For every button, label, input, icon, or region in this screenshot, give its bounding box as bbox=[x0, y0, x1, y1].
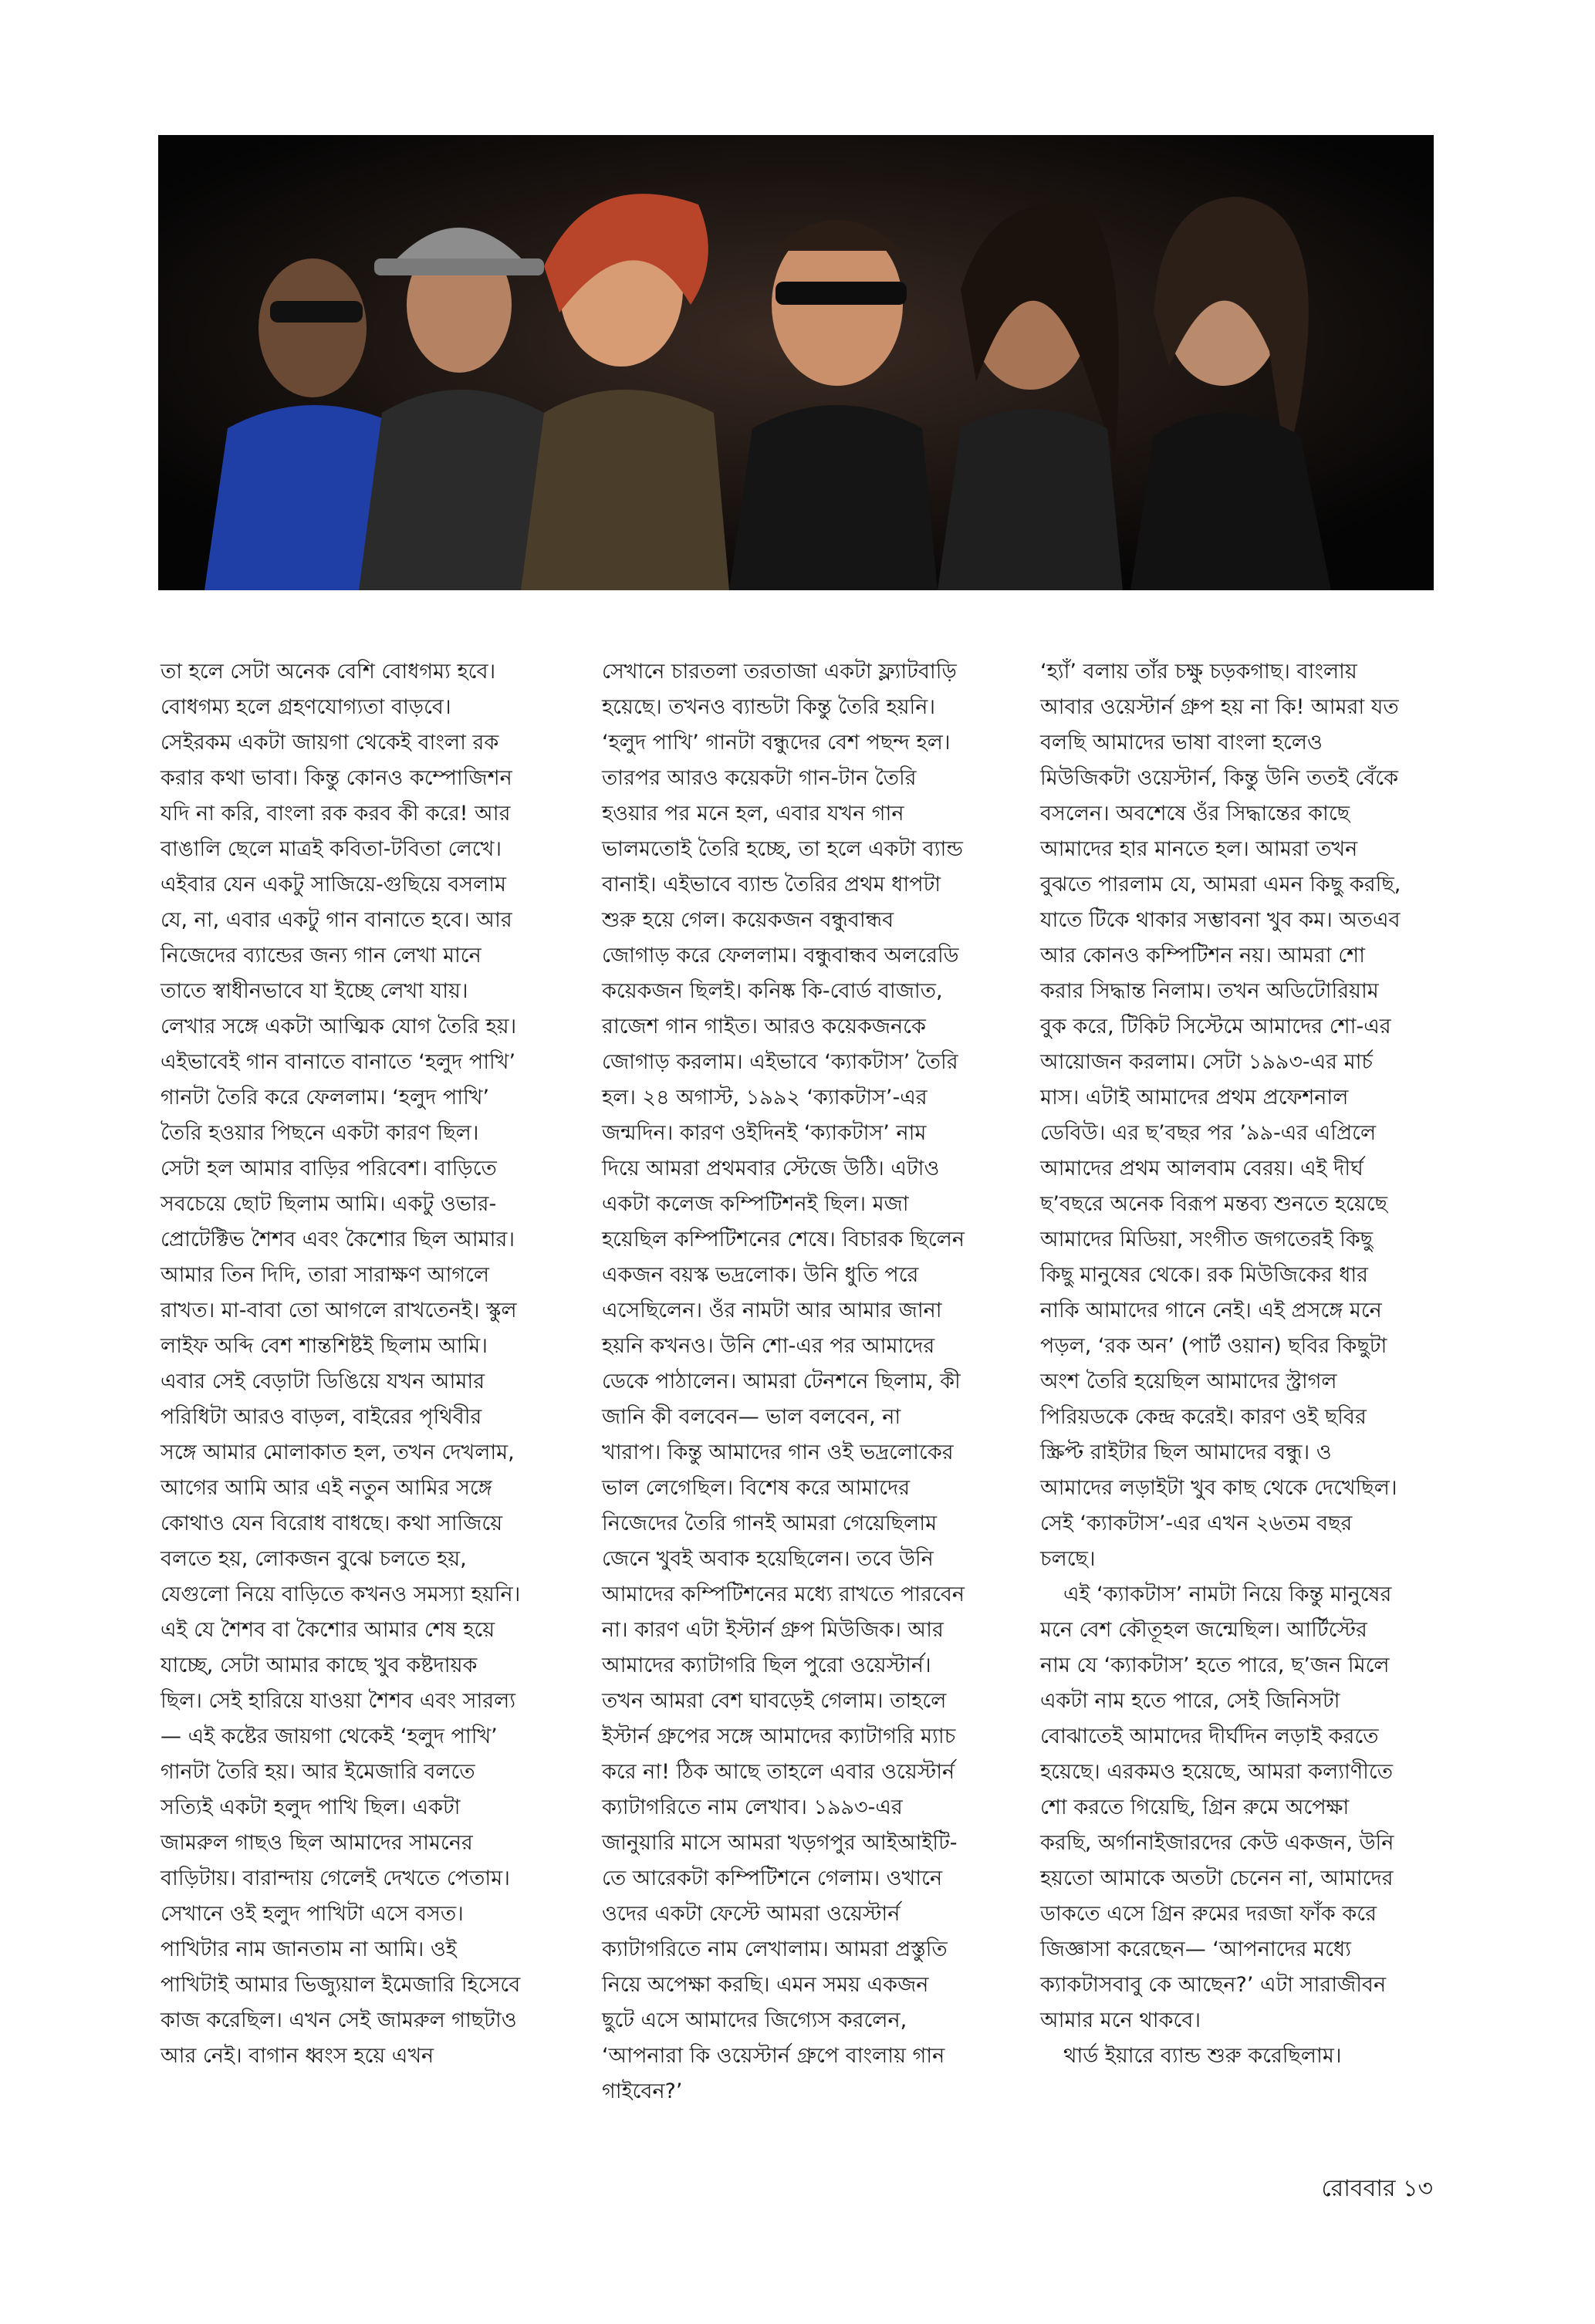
paragraph: সেখানে চারতলা তরতাজা একটা ফ্ল্যাটবাড়ি হয়েছে। তখনও ব্যান্ডটা কিন্তু তৈরি হয়নি। ‘হলুদ পাখি’ গানটা বন্ধুদের বেশ পছন্দ হল। তারপর আরও কয়েকটা গান-টান তৈরি হওয়ার পর মনে হল, এবার যখন গান ভালমতোই তৈরি হচ্ছে, তা হলে একটা ব্যান্ড বানাই। এইভাবে ব্যান্ড তৈরির প্রথম ধাপটা শুরু হয়ে গেল। কয়েকজন বন্ধুবান্ধব জোগাড় করে ফেললাম। বন্ধুবান্ধব অলরেডি কয়েকজন ছিলই। কনিষ্ক কি-বোর্ড বাজাত, রাজেশ গান গাইত। আরও কয়েকজনকে জোগাড় করলাম। এইভাবে ‘ক্যাকটাস’ তৈরি হল। ২৪ অগাস্ট, ১৯৯২ ‘ক্যাকটাস’-এর জন্মদিন। কারণ ওইদিনই ‘ক্যাকটাস’ নাম দিয়ে আমরা প্রথমবার স্টেজে উঠি। এটাও একটা কলেজ কম্পিটিশনই ছিল। মজা হয়েছিল কম্পিটিশনের শেষে। বিচারক ছিলেন একজন বয়স্ক ভদ্রলোক। উনি ধুতি পরে এসেছিলেন। ওঁর নামটা আর আমার জানা হয়নি কখনও। উনি শো-এর পর আমাদের ডেকে পাঠালেন। আমরা টেনশনে ছিলাম, কী জানি কী বলবেন— ভাল বলবেন, না খারাপ। কিন্তু আমাদের গান ওই ভদ্রলোকের ভাল লেগেছিল। বিশেষ করে আমাদের নিজেদের তৈরি গানই আমরা গেয়েছিলাম জেনে খুবই অবাক হয়েছিলেন। তবে উনি আমাদের কম্পিটিশনের মধ্যে রাখতে পারবেন না। কারণ এটা ইস্টার্ন গ্রুপ মিউজিক। আর আমাদের ক্যাটাগরি ছিল পুরো ওয়েস্টার্ন। তখন আমরা বেশ ঘাবড়েই গেলাম। তাহলে ইস্টার্ন গ্রুপের সঙ্গে আমাদের ক্যাটাগরি ম্যাচ করে না! ঠিক আছে তাহলে এবার ওয়েস্টার্ন ক্যাটাগরিতে নাম লেখাব। ১৯৯৩-এর জানুয়ারি মাসে আমরা খড়গপুর আইআইটি-তে আরেকটা কম্পিটিশনে গেলাম। ওখানে ওদের একটা ফেস্টে আমরা ওয়েস্টার্ন ক্যাটাগরিতে নাম লেখালাম। আমরা প্রস্তুতি নিয়ে অপেক্ষা করছি। এমন সময় একজন ছুটে এসে আমাদের জিগ্যেস করলেন, ‘আপনারা কি ওয়েস্টার্ন গ্রুপে বাংলায় গান গাইবেন?’ bbox=[602, 660, 965, 2103]
article-column-2 bbox=[602, 654, 965, 2110]
page-footer: রোববার ১৩ bbox=[1321, 2175, 1433, 2202]
article-column-3 bbox=[1040, 654, 1403, 2074]
band-photo bbox=[158, 135, 1434, 590]
paragraph: এই ‘ক্যাকটাস’ নামটা নিয়ে কিন্তু মানুষের মনে বেশ কৌতূহল জন্মেছিল। আর্টিস্টের নাম যে ‘ক্যাকটাস’ হতে পারে, ছ’জন মিলে একটা নাম হতে পারে, সেই জিনিসটা বোঝাতেই আমাদের দীর্ঘদিন লড়াই করতে হয়েছে। এরকমও হয়েছে, আমরা কল্যাণীতে শো করতে গিয়েছি, গ্রিন রুমে অপেক্ষা করছি, অর্গানাইজারদের কেউ একজন, উনি হয়তো আমাকে অতটা চেনেন না, আমাদের ডাকতে এসে গ্রিন রুমের দরজা ফাঁক করে জিজ্ঞাসা করেছেন— ‘আপনাদের মধ্যে ক্যাকটাসবাবু কে আছেন?’ এটা সারাজীবন আমার মনে থাকবে। bbox=[1040, 1583, 1394, 2032]
article-column-1 bbox=[161, 654, 523, 2074]
paragraph: তা হলে সেটা অনেক বেশি বোধগম্য হবে। বোধগম্য হলে গ্রহণযোগ্যতা বাড়বে। সেইরকম একটা জায়গা থেকেই বাংলা রক করার কথা ভাবা। কিন্তু কোনও কম্পোজিশন যদি না করি, বাংলা রক করব কী করে! আর বাঙালি ছেলে মাত্রই কবিতা-টবিতা লেখে। এইবার যেন একটু সাজিয়ে-গুছিয়ে বসলাম যে, না, এবার একটু গান বানাতে হবে। আর নিজেদের ব্যান্ডের জন্য গান লেখা মানে তাতে স্বাধীনভাবে যা ইচ্ছে লেখা যায়। লেখার সঙ্গে একটা আত্মিক যোগ তৈরি হয়। এইভাবেই গান বানাতে বানাতে ‘হলুদ পাখি’ গানটা তৈরি করে ফেললাম। ‘হলুদ পাখি’ তৈরি হওয়ার পিছনে একটা কারণ ছিল। সেটা হল আমার বাড়ির পরিবেশ। বাড়িতে সবচেয়ে ছোট ছিলাম আমি। একটু ওভার-প্রোটেক্টিভ শৈশব এবং কৈশোর ছিল আমার। আমার তিন দিদি, তারা সারাক্ষণ আগলে রাখত। মা-বাবা তো আগলে রাখতেনই। স্কুল লাইফ অব্দি বেশ শান্তশিষ্টই ছিলাম আমি। এবার সেই বেড়াটা ডিঙিয়ে যখন আমার পরিধিটা আরও বাড়ল, বাইরের পৃথিবীর সঙ্গে আমার মোলাকাত হল, তখন দেখলাম, আগের আমি আর এই নতুন আমির সঙ্গে কোথাও যেন বিরোধ বাধছে। কথা সাজিয়ে বলতে হয়, লোকজন বুঝে চলতে হয়, যেগুলো নিয়ে বাড়িতে কখনও সমস্যা হয়নি। এই যে শৈশব বা কৈশোর আমার শেষ হয়ে যাচ্ছে, সেটা আমার কাছে খুব কষ্টদায়ক ছিল। সেই হারিয়ে যাওয়া শৈশব এবং সারল্য— এই কষ্টের জায়গা থেকেই ‘হলুদ পাখি’ গানটা তৈরি হয়। আর ইমেজারি বলতে সত্যিই একটা হলুদ পাখি ছিল। একটা জামরুল গাছও ছিল আমাদের সামনের বাড়িটায়। বারান্দায় গেলেই দেখতে পেতাম। সেখানে ওই হলুদ পাখিটা এসে বসত। পাখিটার নাম জানতাম না আমি। ওই পাখিটাই আমার ভিজ্যুয়াল ইমেজারি হিসেবে কাজ করেছিল। এখন সেই জামরুল গাছটাও আর নেই। বাগান ধ্বংস হয়ে এখন bbox=[161, 660, 521, 2068]
paragraph: ‘হ্যাঁ’ বলায় তাঁর চক্ষু চড়কগাছ। বাংলায় আবার ওয়েস্টার্ন গ্রুপ হয় না কি! আমরা যত বলছি আমাদের ভাষা বাংলা হলেও মিউজিকটা ওয়েস্টার্ন, কিন্তু উনি ততই বেঁকে বসলেন। অবশেষে ওঁর সিদ্ধান্তের কাছে আমাদের হার মানতে হল। আমরা তখন বুঝতে পারলাম যে, আমরা এমন কিছু করছি, যাতে টিকে থাকার সম্ভাবনা খুব কম। অতএব আর কোনও কম্পিটিশন নয়। আমরা শো করার সিদ্ধান্ত নিলাম। তখন অডিটোরিয়াম বুক করে, টিকিট সিস্টেমে আমাদের শো-এর আয়োজন করলাম। সেটা ১৯৯৩-এর মার্চ মাস। এটাই আমাদের প্রথম প্রফেশনাল ডেবিউ। এর ছ’বছর পর ’৯৯-এর এপ্রিলে আমাদের প্রথম আলবাম বেরয়। এই দীর্ঘ ছ’বছরে অনেক বিরূপ মন্তব্য শুনতে হয়েছে আমাদের মিডিয়া, সংগীত জগতেরই কিছু কিছু মানুষের থেকে। রক মিউজিকের ধার নাকি আমাদের গানে নেই। এই প্রসঙ্গে মনে পড়ল, ‘রক অন’ (পার্ট ওয়ান) ছবির কিছুটা অংশ তৈরি হয়েছিল আমাদের স্ট্রাগল পিরিয়ডকে কেন্দ্র করেই। কারণ ওই ছবির স্ক্রিপ্ট রাইটার ছিল আমাদের বন্ধু। ও আমাদের লড়াইটা খুব কাছ থেকে দেখেছিল। সেই ‘ক্যাকটাস’-এর এখন ২৬তম বছর চলছে। bbox=[1040, 660, 1401, 1571]
paragraph: থার্ড ইয়ারে ব্যান্ড শুরু করেছিলাম। bbox=[1063, 2044, 1342, 2068]
band-photo-illustration bbox=[158, 135, 1434, 590]
